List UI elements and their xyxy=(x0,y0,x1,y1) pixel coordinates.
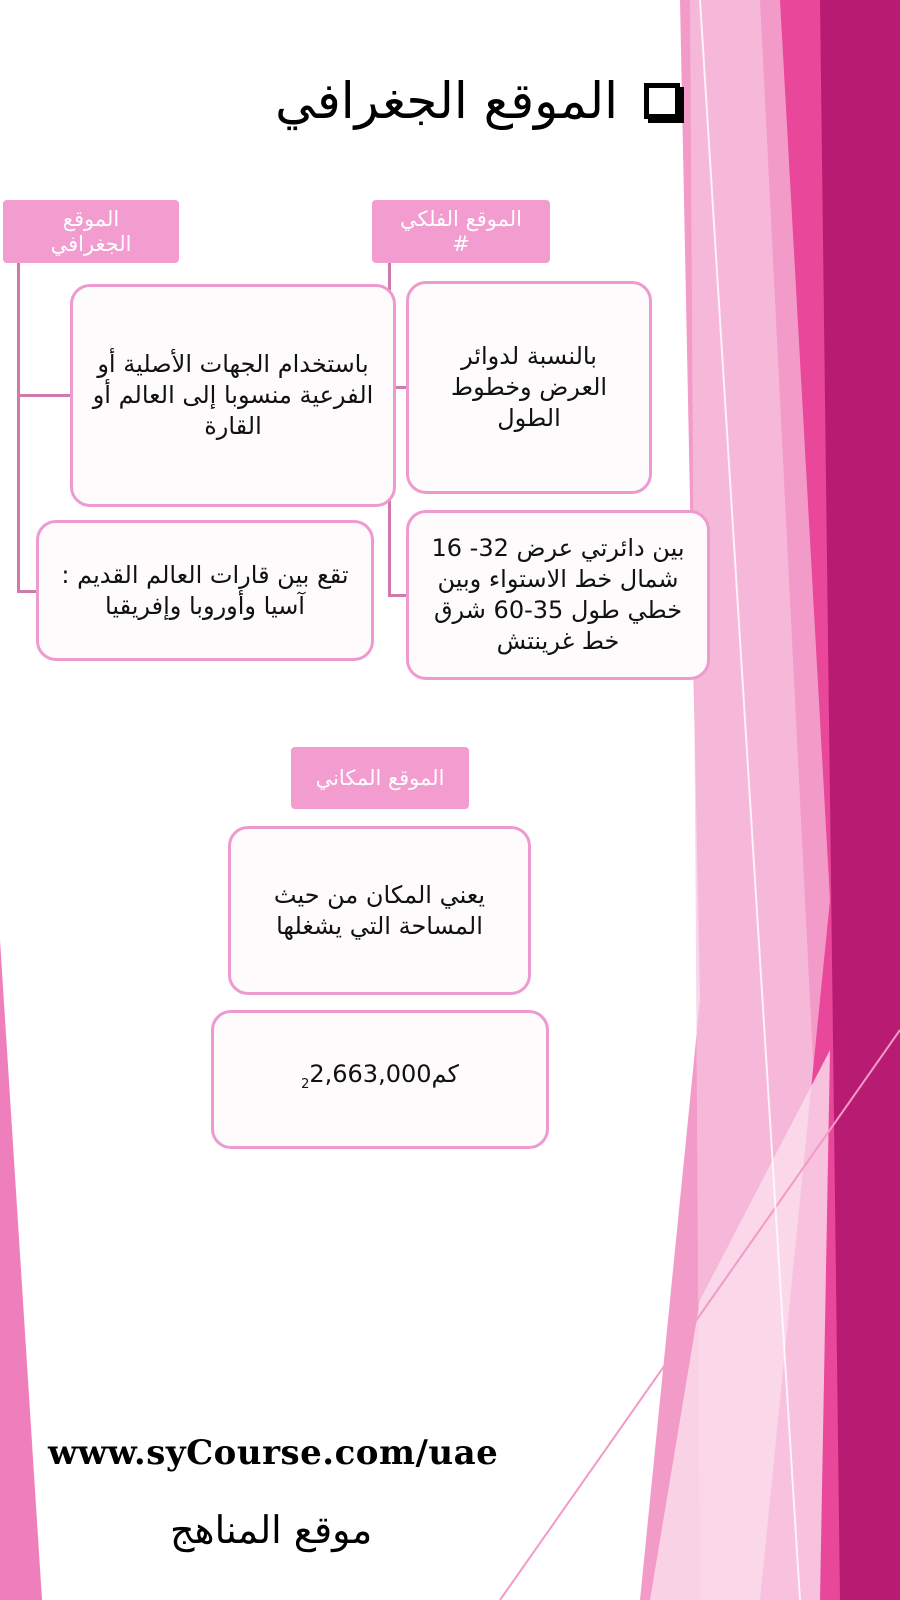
website-url: www.syCourse.com/uae xyxy=(48,1433,499,1473)
page-title-text: الموقع الجغرافي xyxy=(275,72,618,130)
spatial-description-text: يعني المكان من حيث المساحة التي يشغلها xyxy=(273,880,486,940)
spatial-description-card xyxy=(228,826,531,995)
geographic-header-line-2: الجغرافي xyxy=(50,231,132,256)
geographic-description-card xyxy=(70,284,396,507)
astronomical-header-line-2: # xyxy=(452,231,470,256)
connector-geo-branch-2 xyxy=(17,590,37,593)
area-card xyxy=(211,1010,549,1149)
area-unit-superscript: 2 xyxy=(301,1076,310,1092)
connector-geo-vertical xyxy=(17,263,20,593)
astronomical-location-header xyxy=(372,200,550,263)
geographic-header-line-1: الموقع xyxy=(62,206,120,231)
checkbox-bullet-icon xyxy=(644,83,680,119)
spatial-header-text: الموقع المكاني xyxy=(315,765,445,790)
area-value-label xyxy=(301,1059,459,1100)
area-unit: كم xyxy=(431,1060,459,1089)
spatial-location-header xyxy=(291,747,469,809)
astronomical-description-card xyxy=(406,281,652,494)
astronomical-detail-card xyxy=(406,510,710,680)
site-name: موقع المناهج xyxy=(170,1508,373,1552)
geographic-location-header xyxy=(3,200,179,263)
geographic-detail-text: تقع بين قارات العالم القديم : آسيا وأوروبا وإفريقيا xyxy=(61,560,349,620)
left-pink-strip xyxy=(0,940,42,1600)
astronomical-header-line-1: الموقع الفلكي xyxy=(399,206,523,231)
geographic-detail-card xyxy=(36,520,374,661)
page-title xyxy=(190,66,680,136)
astronomical-detail-text: بين دائرتي عرض 32- 16 شمال خط الاستواء وبين خطي طول 35-60 شرق خط غرينتش xyxy=(431,534,685,655)
area-value: 2,663,000 xyxy=(309,1060,432,1089)
geographic-description-text: باستخدام الجهات الأصلية أو الفرعية منسوبا إلى العالم أو القارة xyxy=(92,350,374,440)
connector-astro-branch-2 xyxy=(388,594,406,597)
connector-geo-branch-1 xyxy=(17,394,70,397)
astronomical-description-text: بالنسبة لدوائر العرض وخطوط الطول xyxy=(450,342,608,432)
